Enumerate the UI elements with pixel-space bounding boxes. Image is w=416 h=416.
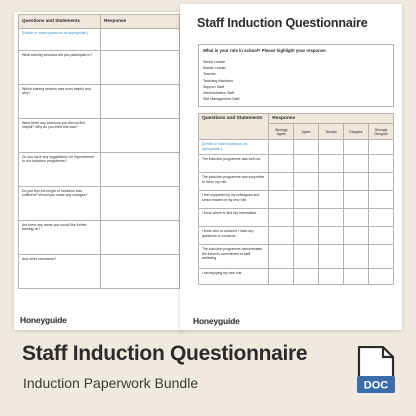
rating-cell[interactable] <box>319 209 344 227</box>
role-option[interactable]: Support Staff <box>203 84 224 89</box>
rating-cell[interactable] <box>294 155 319 173</box>
rating-cell[interactable] <box>294 227 319 245</box>
rating-cell[interactable] <box>369 227 394 245</box>
front-statements-table <box>198 113 394 285</box>
back-questions-table <box>18 14 180 289</box>
rating-cell[interactable] <box>344 173 369 191</box>
back-response-cell[interactable] <box>101 221 180 255</box>
rating-cell[interactable] <box>319 269 344 285</box>
back-header-questions: Questions and Statements <box>19 15 101 29</box>
back-question: Were there any sessions you did not find helpful? Why do you think this was? <box>19 119 101 153</box>
back-question: Do you feel the length of induction was sufficient? Would you make any changes? <box>19 187 101 221</box>
rating-cell[interactable] <box>269 227 294 245</box>
rating-cell[interactable] <box>319 155 344 173</box>
rating-cell[interactable] <box>369 173 394 191</box>
role-box <box>198 44 394 107</box>
back-page <box>14 12 184 330</box>
statement: I feel supported by my colleagues and senior leaders in my new role. <box>199 191 269 209</box>
rating-cell[interactable] <box>369 155 394 173</box>
front-body <box>198 44 394 285</box>
rating-cell[interactable] <box>369 191 394 209</box>
back-question: Which training session was most helpful and why? <box>19 85 101 119</box>
back-question: Are there any areas you would like further training on? <box>19 221 101 255</box>
back-question: Any other comments? <box>19 255 101 289</box>
rating-cell[interactable] <box>294 245 319 269</box>
back-question: What training sessions did you participate in? <box>19 51 101 85</box>
back-note: [Delete or insert questions as appropriate.] <box>22 31 88 35</box>
scale-disagree: Disagree <box>344 124 369 140</box>
statement: The induction programme was well run. <box>199 155 269 173</box>
back-response-cell[interactable] <box>101 187 180 221</box>
document-icon <box>356 346 396 396</box>
rating-cell[interactable] <box>344 245 369 269</box>
rating-cell[interactable] <box>269 173 294 191</box>
role-question: What is your role in school? Please highlight your response. <box>203 48 327 53</box>
role-option[interactable]: Site Management Staff <box>203 97 240 102</box>
scale-neutral: Neutral <box>319 124 344 140</box>
rating-cell[interactable] <box>269 269 294 285</box>
back-response-cell[interactable] <box>101 85 180 119</box>
rating-cell[interactable] <box>269 209 294 227</box>
back-response-cell[interactable] <box>101 119 180 153</box>
banner-title: Staff Induction Questionnaire <box>22 342 308 365</box>
rating-cell[interactable] <box>344 191 369 209</box>
back-response-cell[interactable] <box>101 51 180 85</box>
rating-cell[interactable] <box>369 209 394 227</box>
role-option[interactable]: Teacher <box>203 72 216 77</box>
banner-subtitle: Induction Paperwork Bundle <box>23 375 199 391</box>
rating-cell[interactable] <box>269 191 294 209</box>
role-option[interactable]: Teaching Assistant <box>203 78 233 83</box>
statement: I know who to contact if I have any questions or concerns. <box>199 227 269 245</box>
statement: I know where to find key information. <box>199 209 269 227</box>
back-question: Do you have any suggestions for improvement to our induction programme? <box>19 153 101 187</box>
rating-cell[interactable] <box>369 269 394 285</box>
doc-badge-label: DOC <box>363 379 389 392</box>
rating-cell[interactable] <box>344 269 369 285</box>
back-header-response: Response <box>101 15 180 29</box>
back-logo: Honeyguide <box>20 315 67 325</box>
back-response-cell[interactable] <box>101 153 180 187</box>
back-response-cell[interactable] <box>101 255 180 289</box>
scale-agree: Agree <box>294 124 319 140</box>
rating-cell[interactable] <box>294 191 319 209</box>
front-header-questions: Questions and Statements <box>199 114 269 140</box>
rating-cell[interactable] <box>294 269 319 285</box>
rating-cell[interactable] <box>269 155 294 173</box>
statement: The induction programme demonstrates the school's commitment to staff wellbeing. <box>199 245 269 269</box>
rating-cell[interactable] <box>294 173 319 191</box>
role-option[interactable]: Senior Leader <box>203 60 226 64</box>
rating-cell[interactable] <box>344 155 369 173</box>
rating-cell[interactable] <box>269 245 294 269</box>
front-page <box>180 4 402 330</box>
front-note: [Delete or insert questions as appropriate.] <box>202 142 248 151</box>
rating-cell[interactable] <box>319 191 344 209</box>
rating-cell[interactable] <box>344 227 369 245</box>
rating-cell[interactable] <box>319 173 344 191</box>
statement: I am enjoying my new role. <box>199 269 269 285</box>
front-logo: Honeyguide <box>193 316 240 326</box>
front-header-response: Response <box>269 114 394 124</box>
rating-cell[interactable] <box>319 245 344 269</box>
role-option[interactable]: Middle Leader <box>203 66 226 71</box>
rating-cell[interactable] <box>319 227 344 245</box>
statement: The induction programme was supportive to me in my role. <box>199 173 269 191</box>
rating-cell[interactable] <box>294 209 319 227</box>
front-title: Staff Induction Questionnaire <box>197 16 368 30</box>
rating-cell[interactable] <box>369 245 394 269</box>
scale-strongly-agree: Strongly Agree <box>269 124 294 140</box>
role-option[interactable]: Administrative Staff <box>203 91 234 96</box>
rating-cell[interactable] <box>344 209 369 227</box>
scale-strongly-disagree: Strongly Disagree <box>369 124 394 140</box>
